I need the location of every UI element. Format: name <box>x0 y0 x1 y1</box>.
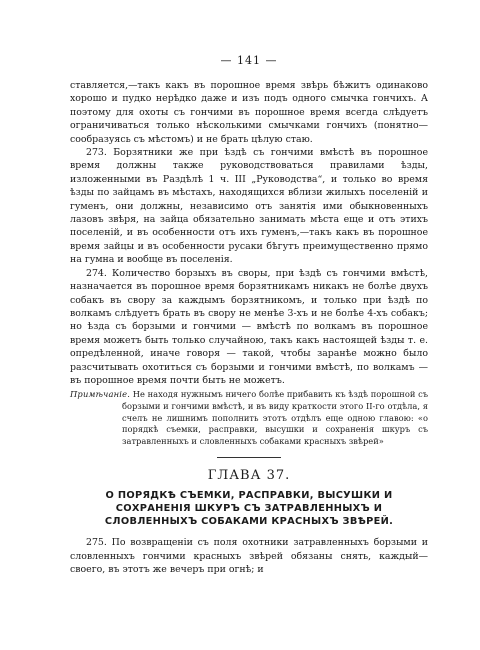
footnote-text: Не находя нужнымъ ничего болѣе прибавить къ ѣздѣ порошной съ борзыми и гончими вмѣстѣ, и въ виду краткости этого II-го отдѣла, я счелъ не лишнимъ пополнить этотъ отдѣлъ еще одною главою: «о порядкѣ съемки, расправки, высушки и сохраненія шкуръ съ затравленныхъ и словленныхъ собаками красныхъ звѣрей» <box>122 389 428 446</box>
chapter-title: ГЛАВА 37. <box>207 468 291 484</box>
paragraph-275: 275. По возвращеніи съ поля охотники затравленныхъ борзыми и словленныхъ гончими красныхъ звѣрей обязаны снять, каждый— своего, въ этотъ же вечеръ при огнѣ; и <box>70 537 428 576</box>
footnote <box>70 389 428 447</box>
paragraph-274: 274. Количество борзыхъ въ своры, при ѣздѣ съ гончими вмѣстѣ, назначается въ порошное время борзятникамъ никакъ не болѣе двухъ собакъ въ свору за каждымъ борзятникомъ, и только при ѣздѣ по волкамъ слѣдуетъ брать въ свору не менѣе 3-хъ и не болѣе 4-хъ собакъ; но ѣзда съ борзыми и гончими — вмѣстѣ по волкамъ въ порошное время можетъ быть только случайною, такъ какъ настоящей ѣзды т. е. опредѣленной, иначе говоря — такой, чтобы заранѣе можно было разсчитывать охотиться съ борзыми и гончими вмѣстѣ, по волкамъ — въ порошное время почти быть не можетъ. <box>70 267 428 386</box>
chapter-heading: О ПОРЯДКѢ СЪЕМКИ, РАСПРАВКИ, ВЫСУШКИ И СОХРАНЕНІЯ ШКУРЪ СЪ ЗАТРАВЛЕННЫХЪ И СЛОВЛЕННЫХЪ СОБАКАМИ КРАСНЫХЪ ЗВѢРЕЙ. <box>104 490 394 528</box>
paragraph-273: 273. Борзятники же при ѣздѣ съ гончими вмѣстѣ въ порошное время должны также руководствоваться правилами ѣзды, изложенными въ Раздѣлѣ 1 ч. III „Руководства“, и только во время ѣзды по зайцамъ въ мѣстахъ, находящихся вблизи жилыхъ поселеній и гуменъ, они должны, независимо отъ занятія ими обыкновенныхъ лазовъ звѣря, на зайца обязательно занимать мѣста еще и отъ этихъ поселеній, и въ особенности отъ ихъ гуменъ,—такъ какъ въ порошное время зайцы и въ особенности русаки бѣгутъ преимущественно прямо на гумна и вообще въ поселенія. <box>70 147 428 266</box>
footnote-label: Примѣчаніе. <box>70 389 131 400</box>
page-number: — 141 — <box>220 54 278 67</box>
paragraph-continuation: ставляется,—такъ какъ въ порошное время звѣрь бѣжитъ одинаково хорошо и пудко нерѣдко даже и изъ подъ одного смычка гончихъ. А поэтому для охоты съ гончими въ порошное время всегда слѣдуетъ ограничиваться только нѣсколькими смычками гончихъ (понятно—сообразуясь съ мѣстомъ) и не брать цѣлую стаю. <box>70 80 428 145</box>
section-divider <box>217 457 281 458</box>
